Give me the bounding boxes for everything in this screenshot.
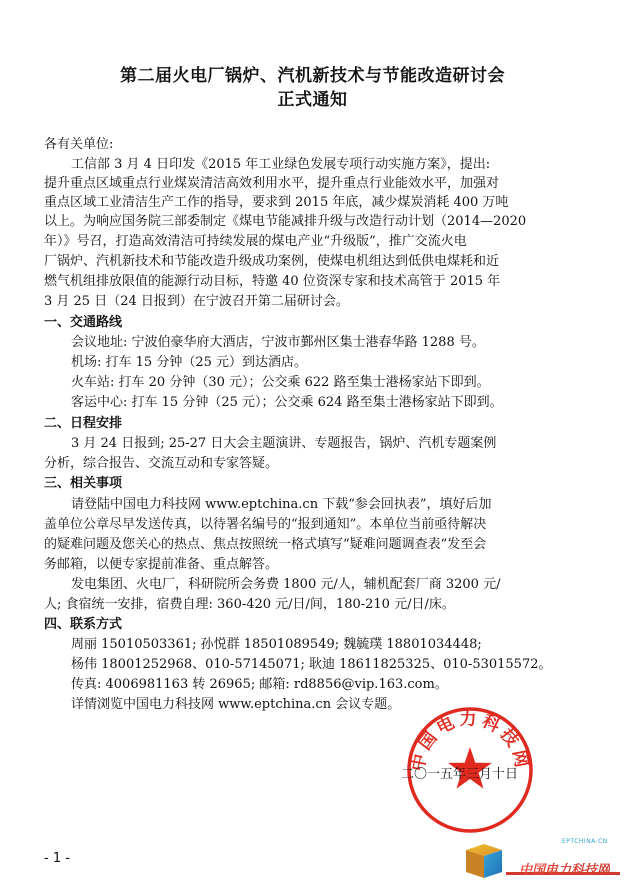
intro-line: 以上。为响应国务院三部委制定《煤电节能减排升级与改造行动计划（2014—2020: [44, 214, 527, 229]
schedule-line: 分析，综合报告、交流互动和专家答疑。: [44, 456, 279, 471]
section-heading-transport: 一、交通路线: [44, 315, 123, 330]
page-number: - 1 -: [44, 851, 70, 866]
salutation: 各有关单位:: [44, 137, 114, 152]
seal-text: 中国电力科技网: [408, 709, 532, 773]
intro-line: 燃气机组排放限值的能源行动目标，特邀 40 位资深专家和技术高管于 2015 年: [44, 274, 501, 289]
notice-title: 第二届火电厂锅炉、汽机新技术与节能改造研讨会: [120, 66, 505, 86]
section-heading-matters: 三、相关事项: [44, 476, 123, 491]
intro-line: 年）》号召，打造高效清洁可持续发展的煤电产业“升级版”，推广交流火电: [44, 234, 467, 249]
transport-line: 客运中心: 打车 15 分钟（25 元）；公交乘 624 路至集士港杨家站下即到。: [71, 395, 503, 410]
intro-line: 重点区域工业清洁生产工作的指导，要求到 2015 年底，减少煤炭消耗 400 万吨: [44, 195, 509, 210]
transport-line: 会议地址: 宁波伯豪华府大酒店，宁波市鄞州区集士港春华路 1288 号。: [71, 335, 485, 350]
contact-line: 详情浏览中国电力科技网 www.eptchina.cn 会议专题。: [71, 697, 401, 712]
schedule-line: 3 月 24 日报到; 25-27 日大会主题演讲、专题报告，锅炉、汽机专题案例: [71, 436, 497, 451]
intro-line: 厂锅炉、汽机新技术和节能改造升级成功案例，使煤电机组达到低供电煤耗和近: [44, 254, 500, 269]
contact-line: 周丽 15010503361; 孙悦群 18501089549; 魏毓璞 18801034448;: [71, 637, 482, 652]
watermark-tag: EPTCHINA.CN: [562, 838, 608, 845]
contact-line: 杨伟 18001252968、010-57145071; 耿迪 18611825325、010-53015572。: [71, 657, 552, 672]
transport-line: 火车站: 打车 20 分钟（30 元）；公交乘 622 路至集士港杨家站下即到。: [71, 375, 490, 390]
matters-line: 发电集团、火电厂，科研院所会务费 1800 元/人，辅机配套厂商 3200 元/: [71, 577, 501, 592]
transport-line: 机场: 打车 15 分钟（25 元）到达酒店。: [71, 355, 307, 370]
contact-line: 传真: 4006981163 转 26965; 邮箱: rd8856@vip.163.com。: [71, 677, 448, 692]
matters-line: 的疑难问题及您关心的热点、焦点按照统一格式填写“疑难问题调查表”发至会: [44, 537, 487, 552]
section-heading-contact: 四、联系方式: [44, 617, 123, 632]
matters-line: 盖单位公章尽早发送传真，以待署名编号的“报到通知”。本单位当前亟待解决: [44, 517, 487, 532]
watermark-text: 中国电力科技网: [519, 859, 610, 878]
matters-line: 务邮箱，以便专家提前准备、重点解答。: [44, 557, 279, 572]
intro-line: 工信部 3 月 4 日印发《2015 年工业绿色发展专项行动实施方案》，提出:: [71, 157, 491, 172]
intro-line: 3 月 25 日（24 日报到）在宁波召开第二届研讨会。: [44, 294, 349, 309]
notice-subtitle: 正式通知: [277, 90, 348, 110]
matters-line: 人; 食宿统一安排，宿费自理: 360-420 元/日/间，180-210 元/日/床。: [44, 597, 455, 612]
intro-line: 提升重点区域重点行业煤炭清洁高效利用水平，提升重点行业能效水平，加强对: [44, 176, 500, 191]
matters-line: 请登陆中国电力科技网 www.eptchina.cn 下载“参会回执表”，填好后加: [71, 497, 492, 512]
section-heading-schedule: 二、日程安排: [44, 416, 123, 431]
issue-date: 二〇一五年三月十日: [401, 767, 519, 782]
